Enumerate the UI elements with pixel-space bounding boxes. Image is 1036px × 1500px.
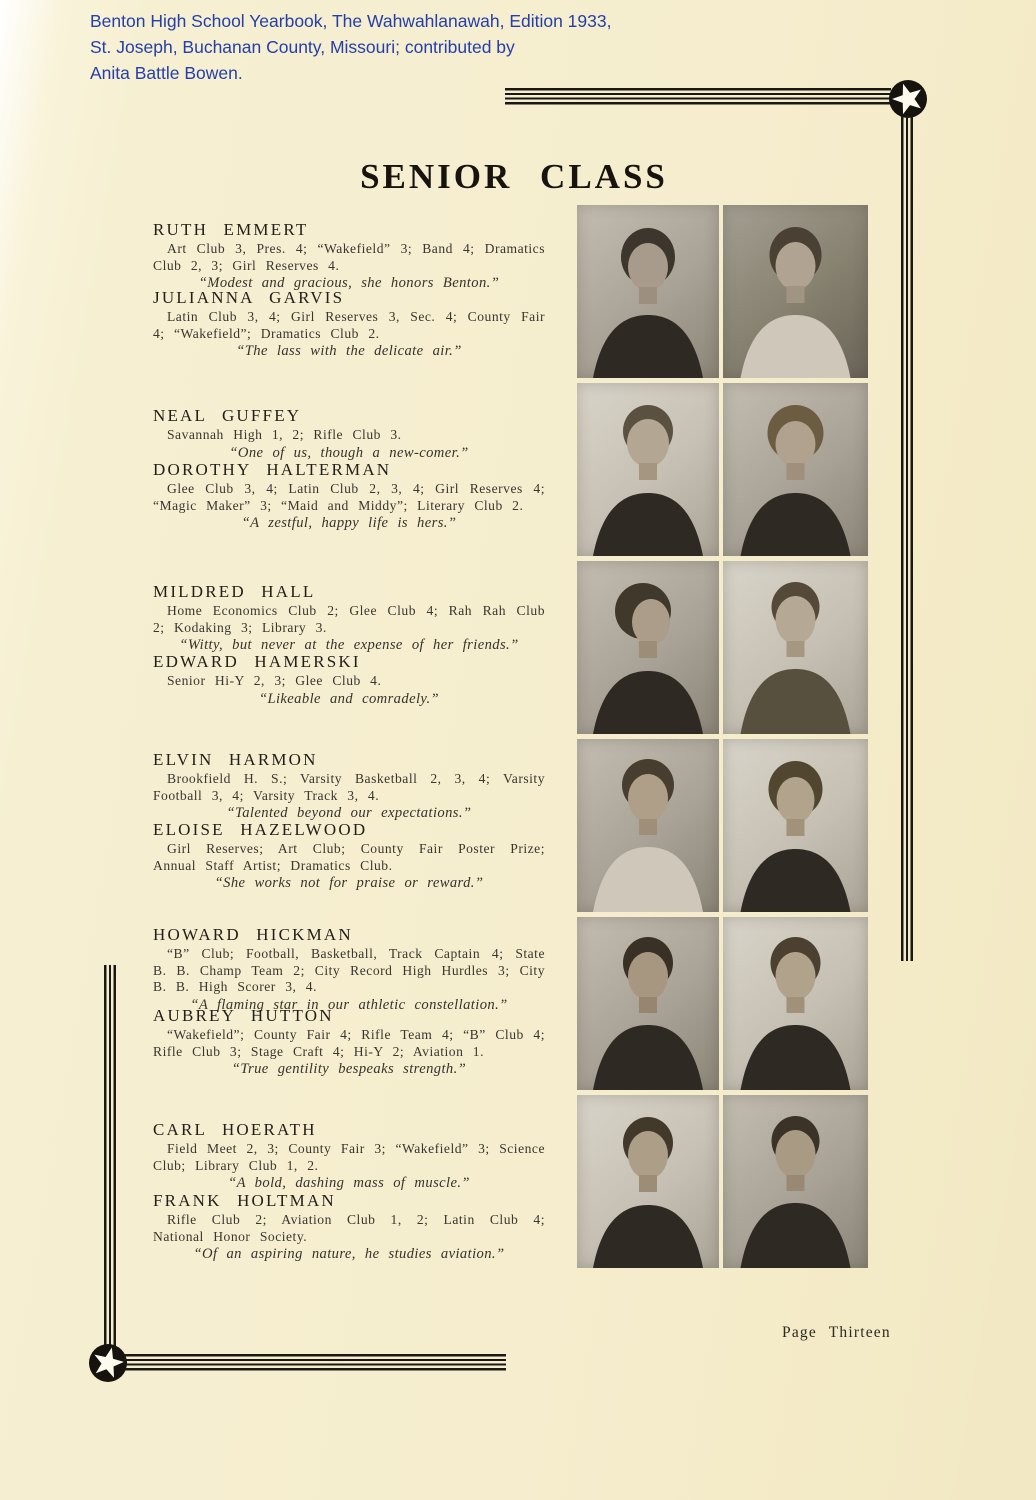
student-quote: “A flaming star in our athletic constellation.” xyxy=(190,996,508,1013)
left-ruled-lines xyxy=(104,965,116,1349)
portrait-eloise-hazelwood xyxy=(723,739,868,912)
student-name: EDWARD HAMERSKI xyxy=(153,652,361,671)
portrait-mildred-hall xyxy=(577,561,719,734)
student-entry xyxy=(153,460,545,532)
student-activities: Field Meet 2, 3; County Fair 3; “Wakefield” 3; Science Club; Library Club 1, 2. xyxy=(153,1141,545,1173)
student-quote: “A bold, dashing mass of muscle.” xyxy=(228,1175,470,1192)
student-name: DOROTHY HALTERMAN xyxy=(153,460,392,479)
student-name: HOWARD HICKMAN xyxy=(153,925,353,944)
portrait-elvin-harmon xyxy=(577,739,719,912)
student-entry xyxy=(153,582,545,654)
student-quote: “Modest and gracious, she honors Benton.” xyxy=(198,275,500,292)
student-name: ELVIN HARMON xyxy=(153,750,318,769)
student-activities: Art Club 3, Pres. 4; “Wakefield” 3; Band 4; Dramatics Club 2, 3; Girl Reserves 4. xyxy=(153,241,545,273)
student-entry xyxy=(153,406,545,462)
star-badge-icon xyxy=(888,79,928,119)
student-activities: “B” Club; Football, Basketball, Track Captain 4; State B. B. Champ Team 2; City Record High Hurdles 3; City B. B. High Scorer 3, 4. xyxy=(153,946,545,995)
student-activities: Glee Club 3, 4; Latin Club 2, 3, 4; Girl Reserves 4; “Magic Maker” 3; “Maid and Middy”; Literary Club 2. xyxy=(153,481,545,513)
student-name: FRANK HOLTMAN xyxy=(153,1191,336,1210)
student-quote: “Talented beyond our expectations.” xyxy=(226,805,472,822)
student-quote: “A zestful, happy life is hers.” xyxy=(241,515,457,532)
student-entry xyxy=(153,1120,545,1192)
caption-line-1: Benton High School Yearbook, The Wahwahlanawah, Edition 1933, xyxy=(90,11,612,31)
student-entry xyxy=(153,1191,545,1263)
caption-line-2: St. Joseph, Buchanan County, Missouri; contributed by xyxy=(90,37,515,57)
student-activities: “Wakefield”; County Fair 4; Rifle Team 4; “B” Club 4; Rifle Club 3; Stage Craft 4; Hi-Y 2; Aviation 1. xyxy=(153,1027,545,1059)
portrait-aubrey-hutton xyxy=(723,917,868,1090)
right-ruled-lines xyxy=(901,116,913,961)
student-activities: Brookfield H. S.; Varsity Basketball 2, 3, 4; Varsity Football 3, 4; Varsity Track 3, 4. xyxy=(153,771,545,803)
student-name: MILDRED HALL xyxy=(153,582,316,601)
contributor-caption xyxy=(90,8,650,86)
student-quote: “Of an aspiring nature, he studies aviation.” xyxy=(193,1246,505,1263)
portrait-julianna-garvis xyxy=(723,205,868,378)
student-activities: Savannah High 1, 2; Rifle Club 3. xyxy=(167,427,402,442)
portrait-neal-guffey xyxy=(577,383,719,556)
student-quote: “Likeable and comradely.” xyxy=(258,690,440,707)
portrait-howard-hickman xyxy=(577,917,719,1090)
caption-line-3: Anita Battle Bowen. xyxy=(90,63,243,83)
student-entry xyxy=(153,220,545,292)
student-quote: “She works not for praise or reward.” xyxy=(214,875,484,892)
student-name: CARL HOERATH xyxy=(153,1120,317,1139)
page-title: SENIOR CLASS xyxy=(360,157,668,197)
student-quote: “Witty, but never at the expense of her friends.” xyxy=(179,637,519,654)
student-activities: Home Economics Club 2; Glee Club 4; Rah Rah Club 2; Kodaking 3; Library 3. xyxy=(153,603,545,635)
student-quote: “True gentility bespeaks strength.” xyxy=(231,1061,467,1078)
student-entry xyxy=(153,1006,545,1078)
student-entry xyxy=(153,820,545,892)
portrait-frank-holtman xyxy=(723,1095,868,1268)
top-ruled-lines xyxy=(505,88,891,105)
student-entry xyxy=(153,652,545,708)
student-entry xyxy=(153,750,545,822)
student-entry xyxy=(153,925,545,1014)
student-activities: Latin Club 3, 4; Girl Reserves 3, Sec. 4; County Fair 4; “Wakefield”; Dramatics Club 2. xyxy=(153,309,545,341)
student-activities: Girl Reserves; Art Club; County Fair Poster Prize; Annual Staff Artist; Dramatics Club. xyxy=(153,841,545,873)
student-name: NEAL GUFFEY xyxy=(153,406,302,425)
student-activities: Senior Hi-Y 2, 3; Glee Club 4. xyxy=(167,673,382,688)
star-badge-icon xyxy=(88,1343,128,1383)
student-activities: Rifle Club 2; Aviation Club 1, 2; Latin Club 4; National Honor Society. xyxy=(153,1212,545,1244)
student-entry xyxy=(153,288,545,360)
student-name: ELOISE HAZELWOOD xyxy=(153,820,368,839)
student-quote: “The lass with the delicate air.” xyxy=(236,343,462,360)
portrait-carl-hoerath xyxy=(577,1095,719,1268)
portrait-photo-grid xyxy=(577,205,868,1268)
page-number: Page Thirteen xyxy=(782,1324,891,1341)
bottom-ruled-lines xyxy=(124,1354,506,1371)
portrait-edward-hamerski xyxy=(723,561,868,734)
student-quote: “One of us, though a new-comer.” xyxy=(229,444,469,461)
portrait-ruth-emmert xyxy=(577,205,719,378)
student-name: RUTH EMMERT xyxy=(153,220,309,239)
portrait-dorothy-halterman xyxy=(723,383,868,556)
student-name: JULIANNA GARVIS xyxy=(153,288,345,307)
student-name: AUBREY HUTTON xyxy=(153,1006,334,1025)
